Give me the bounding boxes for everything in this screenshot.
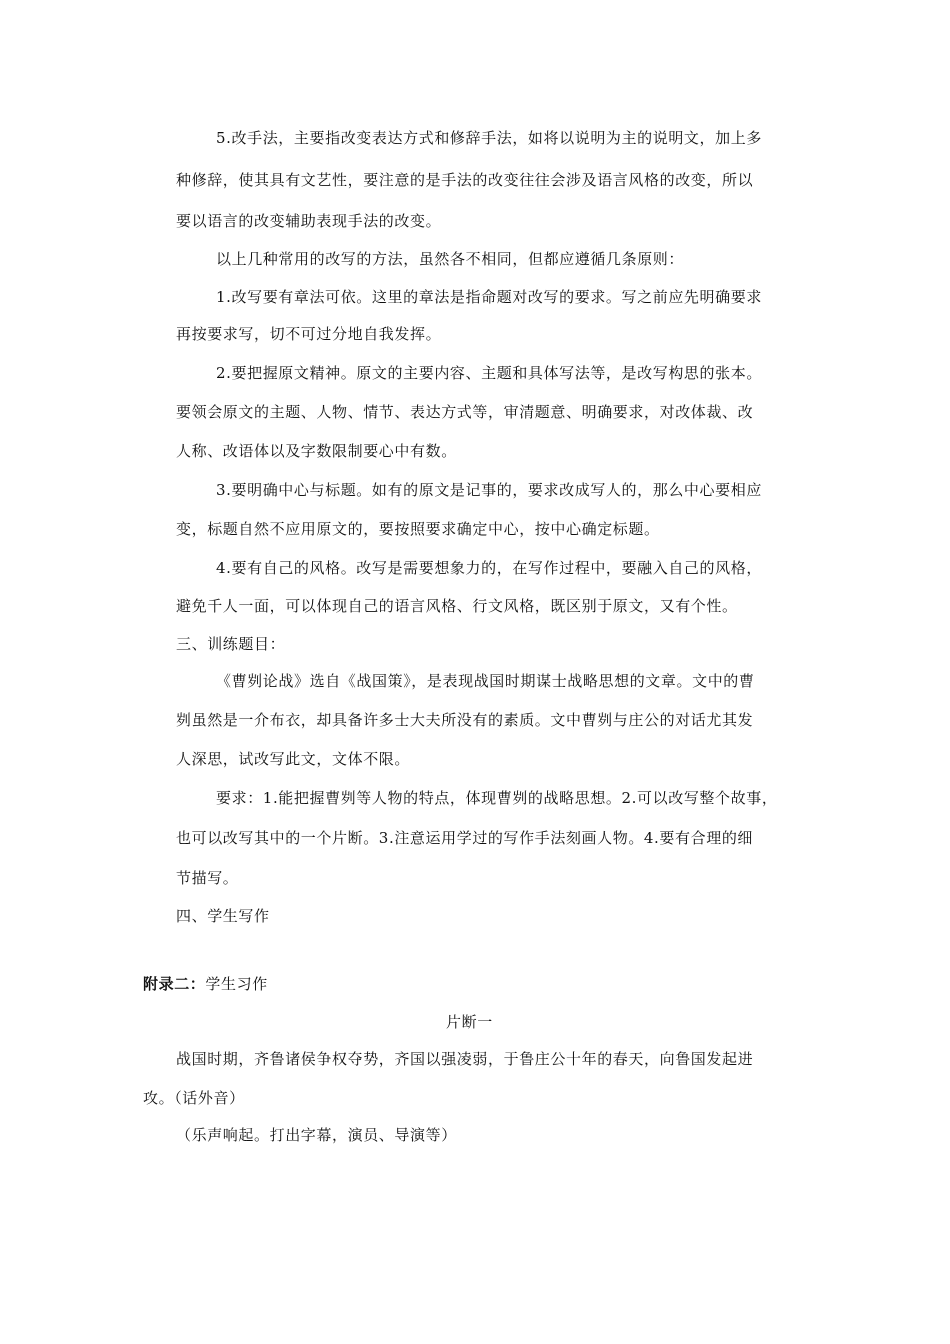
principle-3-line-1: 3.要明确中心与标题。如有的原文是记事的，要求改成写人的，那么中心要相应 [216,481,762,499]
appendix-heading [143,974,268,994]
principle-4-line-2: 避免千人一面，可以体现自己的语言风格、行文风格，既区别于原文，又有个性。 [176,597,738,615]
principle-3-line-2: 变，标题自然不应用原文的，要按照要求确定中心，按中心确定标题。 [176,520,660,538]
section-three-body-line-2: 刿虽然是一介布衣，却具备许多士大夫所没有的素质。文中曹刿与庄公的对话尤其发 [176,711,754,729]
section-three-body-line-3: 人深思，试改写此文，文体不限。 [176,750,411,768]
section-three-heading: 三、训练题目： [176,635,286,653]
appendix-label: 附录二： [143,975,206,993]
principle-1-line-1: 1.改写要有章法可依。这里的章法是指命题对改写的要求。写之前应先明确要求 [216,288,762,306]
requirements-line-1: 要求：1.能把握曹刿等人物的特点，体现曹刿的战略思想。2.可以改写整个故事， [216,789,778,807]
section-three-body-line-1: 《曹刿论战》选自《战国策》，是表现战国时期谋士战略思想的文章。文中的曹 [216,672,755,690]
fragment-body-line-2: 攻。（话外音） [143,1089,245,1107]
fragment-title: 片断一 [446,1013,493,1031]
principle-1-line-2: 再按要求写，切不可过分地自我发挥。 [176,325,442,343]
principle-4-line-1: 4.要有自己的风格。改写是需要想象力的，在写作过程中，要融入自己的风格， [216,559,762,577]
principle-2-line-2: 要领会原文的主题、人物、情节、表达方式等，审清题意、明确要求，对改体裁、改 [176,403,754,421]
requirements-line-2: 也可以改写其中的一个片断。3.注意运用学过的写作手法刻画人物。4.要有合理的细 [176,829,754,847]
appendix-title: 学生习作 [205,975,268,993]
fragment-body-line-1: 战国时期，齐鲁诸侯争权夺势，齐国以强凌弱，于鲁庄公十年的春天，向鲁国发起进 [176,1050,754,1068]
method-5-line-3: 要以语言的改变辅助表现手法的改变。 [176,212,442,230]
method-5-line-1: 5.改手法，主要指改变表达方式和修辞手法，如将以说明为主的说明文，加上多 [216,129,762,147]
section-four-heading: 四、学生写作 [176,907,270,925]
requirements-line-3: 节描写。 [176,869,239,887]
principles-intro: 以上几种常用的改写的方法，虽然各不相同，但都应遵循几条原则： [216,250,685,268]
principle-2-line-1: 2.要把握原文精神。原文的主要内容、主题和具体写法等，是改写构思的张本。 [216,364,762,382]
stage-note: （乐声响起。打出字幕，演员、导演等） [176,1126,457,1144]
principle-2-line-3: 人称、改语体以及字数限制要心中有数。 [176,442,457,460]
method-5-line-2: 种修辞，使其具有文艺性，要注意的是手法的改变往往会涉及语言风格的改变，所以 [176,171,754,189]
